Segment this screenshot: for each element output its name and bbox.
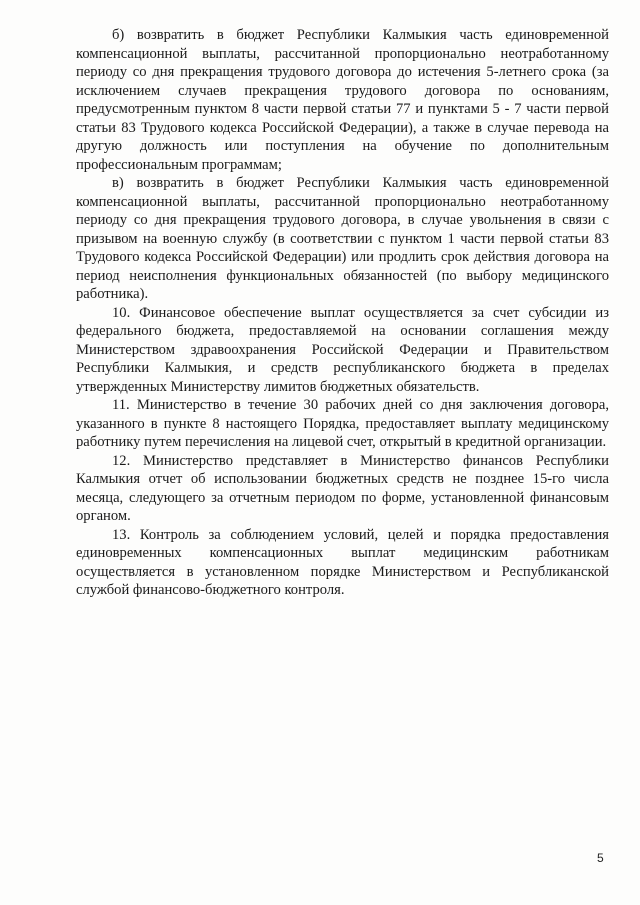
page-number: 5	[597, 851, 604, 865]
paragraph-b-refund: б) возвратить в бюджет Республики Калмыкия часть единовременной компенсационной выплаты, рассчитанной пропорционально неотработанному периоду со дня прекращения трудового договора до истечения 5-летнего срока (за исключением случаев прекращения трудового договора по основаниям, предусмотренным пунктом 8 части первой статьи 77 и пунктами 5 - 7 части первой статьи 83 Трудового кодекса Российской Федерации), а также в случае перевода на другую должность или поступления на обучение по дополнительным профессиональным программам;	[76, 27, 609, 173]
paragraph-11-payment: 11. Министерство в течение 30 рабочих дней со дня заключения договора, указанного в пункте 8 настоящего Порядка, предоставляет выплату медицинскому работнику путем перечисления на лицевой счет, открытый в кредитной организации.	[76, 397, 609, 450]
paragraph-10-financing: 10. Финансовое обеспечение выплат осуществляется за счет субсидии из федерального бюджета, предоставляемой на основании соглашения между Министерством здравоохранения Российской Федерации и Правительством Республики Калмыкия, и средств республиканского бюджета в пределах утвержденных Министерству лимитов бюджетных обязательств.	[76, 304, 609, 395]
paragraph-v-refund: в) возвратить в бюджет Республики Калмыкия часть единовременной компенсационной выплаты, рассчитанной пропорционально неотработанному периоду со дня прекращения трудового договора, в случае увольнения в связи с призывом на военную службу (в соответствии с пунктом 1 части первой статьи 83 Трудового кодекса Российской Федерации) или продлить срок действия договора на период неисполнения функциональных обязанностей (по выбору медицинского работника).	[76, 175, 609, 302]
document-body	[76, 26, 609, 600]
paragraph-13-control: 13. Контроль за соблюдением условий, целей и порядка предоставления единовременных компенсационных выплат медицинским работникам осуществляется в установленном порядке Министерством и Республиканской службой финансово-бюджетного контроля.	[76, 526, 609, 598]
paragraph-12-report: 12. Министерство представляет в Министерство финансов Республики Калмыкия отчет об использовании бюджетных средств не позднее 15-го числа месяца, следующего за отчетным периодом по форме, установленной финансовым органом.	[76, 452, 609, 524]
